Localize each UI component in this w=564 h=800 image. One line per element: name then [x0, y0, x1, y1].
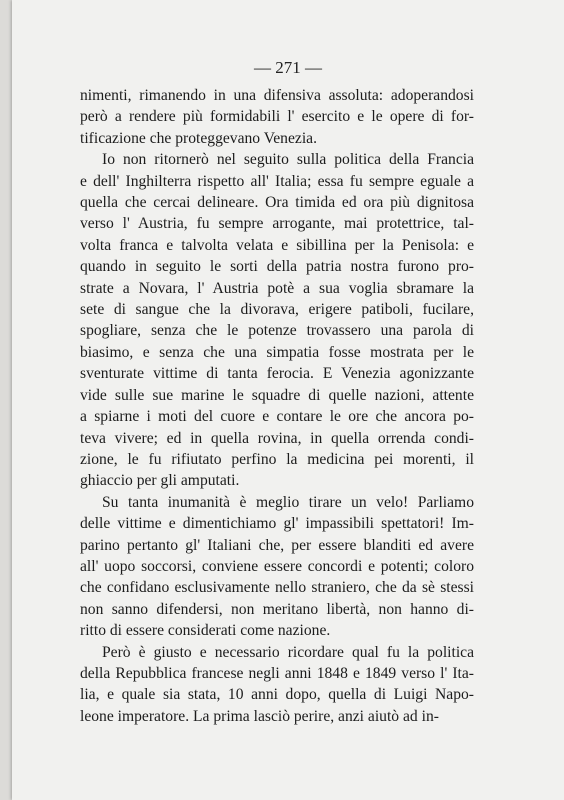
text-line: zione, le fu rifiutato perfino la medicina pei morenti, il [80, 450, 474, 468]
body-text [80, 85, 474, 727]
text-line: della Repubblica francese negli anni 1848 e 1849 verso l' Ita- [80, 664, 474, 682]
text-line: quella che cercai delineare. Ora timida ed ora più dignitosa [80, 194, 474, 212]
page-number: — 271 — [254, 58, 322, 77]
text-line: teva vivere; ed in quella rovina, in quella orrenda condi- [80, 429, 474, 447]
text-line: sete di sangue che la divorava, erigere patiboli, fucilare, [80, 301, 474, 319]
text-line: però a rendere più formidabili l' esercito e le opere di for- [80, 108, 474, 126]
paragraph [80, 149, 474, 492]
book-page [12, 0, 564, 800]
text-line: nimenti, rimanendo in una difensiva assoluta: adoperandosi [80, 87, 474, 104]
text-line: strate a Novara, l' Austria potè a sua voglia sbramare la [80, 279, 474, 297]
text-line: volta franca e talvolta velata e sibillina per la Penisola: e [80, 236, 474, 254]
text-line: non sanno difendersi, non meritano libertà, non hanno di- [80, 600, 474, 618]
paragraph [80, 85, 474, 149]
text-line: a spiarne i moti del cuore e contare le ore che ancora po- [80, 408, 474, 426]
text-line: delle vittime e dimentichiamo gl' impassibili spettatori! Im- [80, 515, 474, 533]
text-line: che confidano esclusivamente nello straniero, che da sè stessi [80, 579, 474, 597]
text-line: Però è giusto e necessario ricordare qual fu la politica [102, 643, 474, 661]
text-line: sventurate vittime di tanta ferocia. E Venezia agonizzante [80, 365, 474, 383]
text-line: verso l' Austria, fu sempre arrogante, mai protettrice, tal- [80, 215, 474, 233]
text-line: vide sulle sue marine le squadre di quelle nazioni, attente [80, 386, 474, 404]
text-line: Su tanta inumanità è meglio tirare un velo! Parliamo [102, 493, 474, 511]
text-line: ritto di essere considerati come nazione. [80, 622, 331, 640]
text-line: parino pertanto gl' Italiani che, per essere blanditi ed avere [80, 536, 474, 554]
text-line: ghiaccio per gli amputati. [80, 472, 240, 490]
text-line: Io non ritornerò nel seguito sulla politica della Francia [102, 151, 474, 169]
text-line: e dell' Inghilterra rispetto all' Italia; essa fu sempre eguale a [80, 172, 474, 190]
text-line: tificazione che proteggevano Venezia. [80, 129, 317, 147]
paragraph [80, 642, 474, 728]
text-line: lia, e quale sia stata, 10 anni dopo, quella di Luigi Napo- [80, 686, 474, 704]
text-line: quando in seguito le sorti della patria nostra furono pro- [80, 258, 474, 276]
text-line: leone imperatore. La prima lasciò perire, anzi aiutò ad in- [80, 707, 439, 725]
text-line: all' uopo soccorsi, conviene essere concordi e potenti; coloro [80, 557, 474, 575]
text-line: biasimo, e senza che una simpatia fosse mostrata per le [80, 343, 474, 361]
text-line: spogliare, senza che le potenze trovassero una parola di [80, 322, 474, 340]
paragraph [80, 492, 474, 642]
